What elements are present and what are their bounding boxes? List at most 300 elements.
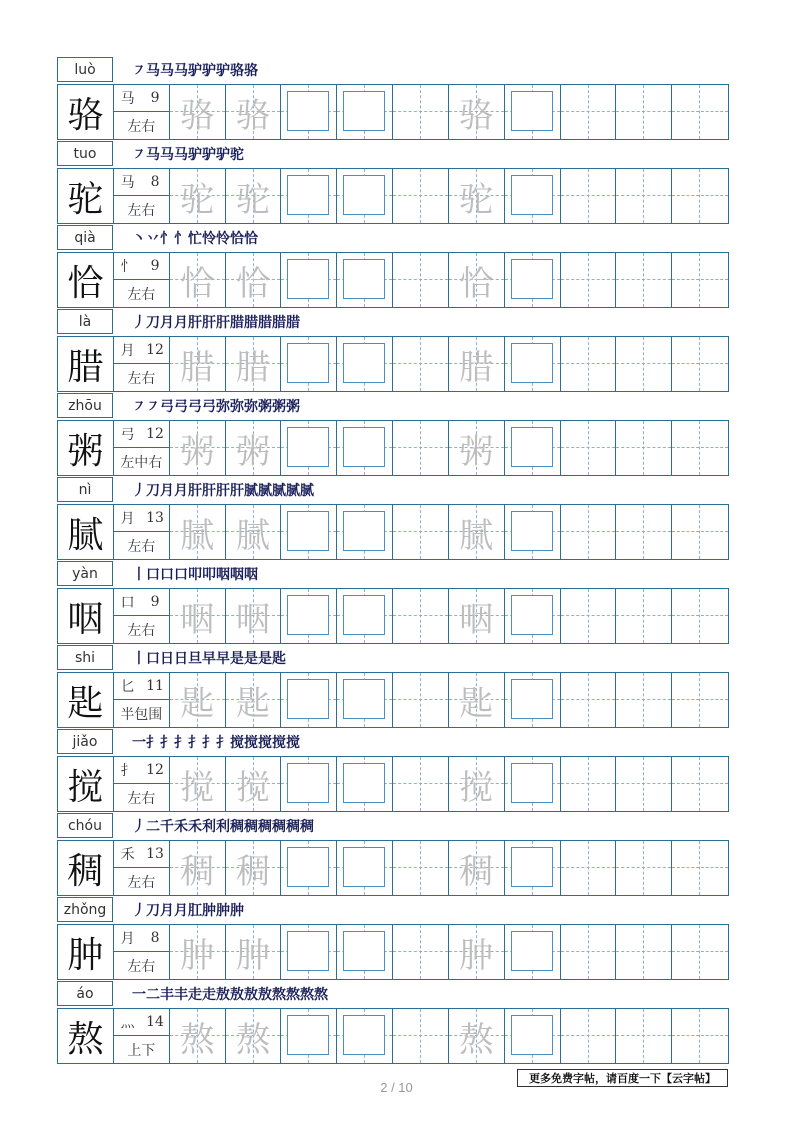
guide-line	[588, 337, 589, 391]
trace-character: 粥	[459, 431, 494, 472]
writing-cell[interactable]	[561, 169, 617, 223]
trace-character: 恰	[236, 263, 271, 304]
trace-character: 腻	[180, 515, 215, 556]
writing-cell[interactable]	[170, 85, 226, 139]
character-block	[57, 392, 729, 476]
stroke-step: 月	[160, 483, 173, 499]
writing-cell[interactable]	[672, 253, 728, 307]
stroke-step: 弓	[174, 399, 187, 415]
writing-cell[interactable]	[449, 253, 505, 307]
guide-line	[616, 867, 671, 868]
guide-line	[616, 531, 671, 532]
stroke-step: 禾	[174, 819, 187, 835]
practice-box	[287, 91, 329, 131]
writing-cell[interactable]	[616, 589, 672, 643]
writing-cell[interactable]	[226, 673, 282, 727]
writing-cell[interactable]	[226, 1009, 282, 1063]
stroke-step: 匙	[272, 651, 285, 667]
writing-cell[interactable]	[561, 421, 617, 475]
trace-character: 骆	[180, 95, 215, 136]
writing-cell[interactable]	[505, 1009, 561, 1063]
stroke-step: 搅	[244, 735, 257, 751]
writing-cell[interactable]	[672, 337, 728, 391]
writing-cell[interactable]	[561, 253, 617, 307]
stroke-step: 二	[146, 819, 159, 835]
structure: 左右	[127, 790, 156, 807]
writing-cell[interactable]	[616, 169, 672, 223]
writing-cell[interactable]	[616, 925, 672, 979]
practice-box	[343, 679, 385, 719]
writing-cell[interactable]	[281, 757, 337, 811]
stroke-step: 稠	[300, 819, 313, 835]
writing-cell[interactable]	[281, 589, 337, 643]
pinyin-label: chóu	[57, 813, 113, 838]
writing-cell[interactable]	[505, 757, 561, 811]
writing-cell[interactable]	[170, 253, 226, 307]
guide-line	[420, 1009, 421, 1063]
writing-cell[interactable]	[393, 1009, 449, 1063]
practice-box	[511, 679, 553, 719]
character-block	[57, 896, 729, 980]
guide-line	[699, 421, 700, 475]
writing-cell[interactable]	[449, 421, 505, 475]
trace-character: 匙	[180, 683, 215, 724]
writing-cell[interactable]	[449, 169, 505, 223]
stroke-step: 咽	[216, 567, 229, 583]
character-info	[114, 85, 170, 139]
writing-cell[interactable]	[337, 421, 393, 475]
writing-cell[interactable]	[672, 673, 728, 727]
practice-box	[511, 847, 553, 887]
stroke-step: 腻	[300, 483, 313, 499]
stroke-step: 走	[188, 987, 201, 1003]
character-info	[114, 169, 170, 223]
writing-cell[interactable]	[449, 85, 505, 139]
character-block	[57, 644, 729, 728]
writing-cell[interactable]	[170, 925, 226, 979]
trace-character: 粥	[236, 431, 271, 472]
writing-cell[interactable]	[505, 925, 561, 979]
writing-cell[interactable]	[449, 1009, 505, 1063]
stroke-step: 驴	[216, 147, 229, 163]
guide-line	[672, 699, 728, 700]
stroke-order	[132, 564, 258, 586]
practice-row	[57, 84, 729, 140]
practice-row	[57, 840, 729, 896]
guide-line	[699, 841, 700, 895]
practice-box	[511, 595, 553, 635]
stroke-step: 忄	[160, 231, 173, 247]
character-block	[57, 224, 729, 308]
character-info	[114, 841, 170, 895]
writing-cell[interactable]	[505, 85, 561, 139]
practice-box	[287, 595, 329, 635]
trace-character: 驼	[459, 179, 494, 220]
stroke-step: 肛	[188, 903, 201, 919]
character-block	[57, 56, 729, 140]
pinyin-label: yàn	[57, 561, 113, 586]
stroke-step: 驴	[202, 63, 215, 79]
guide-line	[616, 1035, 671, 1036]
practice-box	[287, 847, 329, 887]
writing-cell[interactable]	[561, 589, 617, 643]
writing-cell[interactable]	[505, 421, 561, 475]
character-block	[57, 980, 729, 1064]
character-info	[114, 673, 170, 727]
pinyin-label: qià	[57, 225, 113, 250]
writing-cell[interactable]	[281, 169, 337, 223]
practice-box	[287, 511, 329, 551]
practice-box	[287, 427, 329, 467]
trace-character: 稠	[236, 851, 271, 892]
guide-line	[393, 699, 448, 700]
stroke-count: 13	[146, 510, 164, 526]
writing-cell[interactable]	[170, 169, 226, 223]
writing-cell[interactable]	[393, 421, 449, 475]
guide-line	[393, 867, 448, 868]
writing-cell[interactable]	[337, 85, 393, 139]
guide-line	[699, 505, 700, 559]
stroke-step: 腊	[230, 315, 243, 331]
writing-cell[interactable]	[449, 337, 505, 391]
character-info	[114, 337, 170, 391]
practice-sheet	[57, 56, 729, 1064]
stroke-step: 肿	[216, 903, 229, 919]
practice-box	[343, 511, 385, 551]
writing-cell[interactable]	[449, 925, 505, 979]
stroke-count: 9	[150, 258, 160, 274]
stroke-order	[132, 648, 286, 670]
stroke-step: 稠	[244, 819, 257, 835]
writing-cell[interactable]	[170, 505, 226, 559]
guide-line	[699, 337, 700, 391]
writing-cell[interactable]	[281, 925, 337, 979]
stroke-step: 恰	[244, 231, 257, 247]
radical: 马	[120, 175, 135, 191]
stroke-step: 驴	[188, 63, 201, 79]
guide-line	[561, 363, 616, 364]
character-info	[114, 757, 170, 811]
writing-cell[interactable]	[226, 337, 282, 391]
writing-cell[interactable]	[226, 253, 282, 307]
writing-cell[interactable]	[561, 757, 617, 811]
stroke-step: 扌	[216, 735, 229, 751]
guide-line	[616, 195, 671, 196]
guide-line	[420, 421, 421, 475]
guide-line	[588, 1009, 589, 1063]
trace-character: 腻	[236, 515, 271, 556]
stroke-step: 弓	[188, 399, 201, 415]
writing-cell[interactable]	[449, 505, 505, 559]
writing-cell[interactable]	[672, 1009, 728, 1063]
stroke-step: 丿	[132, 819, 145, 835]
writing-cell[interactable]	[226, 169, 282, 223]
writing-cell[interactable]	[616, 421, 672, 475]
writing-cell[interactable]	[337, 841, 393, 895]
writing-cell[interactable]	[170, 589, 226, 643]
writing-cell[interactable]	[561, 505, 617, 559]
writing-cell[interactable]	[449, 589, 505, 643]
stroke-step: ㇇	[132, 147, 145, 163]
radical: 禾	[120, 847, 135, 863]
trace-character: 咽	[180, 599, 215, 640]
writing-cell[interactable]	[393, 169, 449, 223]
stroke-step: 腊	[286, 315, 299, 331]
guide-line	[643, 337, 644, 391]
writing-cell[interactable]	[170, 1009, 226, 1063]
stroke-step: 禾	[188, 819, 201, 835]
writing-cell[interactable]	[449, 841, 505, 895]
guide-line	[588, 169, 589, 223]
stroke-step: 利	[216, 819, 229, 835]
stroke-step: 腊	[258, 315, 271, 331]
trace-character: 驼	[180, 179, 215, 220]
stroke-step: 忄	[174, 231, 187, 247]
trace-character: 咽	[236, 599, 271, 640]
writing-cell[interactable]	[505, 841, 561, 895]
writing-cell[interactable]	[616, 337, 672, 391]
guide-line	[672, 279, 728, 280]
stroke-step: 驴	[202, 147, 215, 163]
writing-cell[interactable]	[170, 841, 226, 895]
stroke-step: 丨	[132, 651, 145, 667]
trace-character: 驼	[236, 179, 271, 220]
character-block	[57, 476, 729, 560]
stroke-step: 一	[132, 987, 145, 1003]
writing-cell[interactable]	[393, 85, 449, 139]
writing-cell[interactable]	[616, 253, 672, 307]
stroke-step: 马	[174, 147, 187, 163]
writing-cell[interactable]	[281, 505, 337, 559]
stroke-step: 咽	[244, 567, 257, 583]
writing-cell[interactable]	[393, 841, 449, 895]
stroke-step: 肝	[202, 315, 215, 331]
writing-cell[interactable]	[337, 757, 393, 811]
writing-cell[interactable]	[337, 925, 393, 979]
guide-line	[588, 85, 589, 139]
stroke-step: 丿	[132, 483, 145, 499]
writing-cell[interactable]	[561, 841, 617, 895]
stroke-step: 粥	[272, 399, 285, 415]
practice-box	[343, 595, 385, 635]
writing-cell[interactable]	[672, 589, 728, 643]
writing-cell[interactable]	[226, 505, 282, 559]
trace-character: 恰	[459, 263, 494, 304]
writing-cell[interactable]	[170, 757, 226, 811]
model-character: 驼	[58, 169, 114, 223]
stroke-step: 弓	[160, 399, 173, 415]
writing-cell[interactable]	[616, 673, 672, 727]
writing-cell[interactable]	[281, 253, 337, 307]
stroke-step: 月	[174, 483, 187, 499]
writing-cell[interactable]	[505, 589, 561, 643]
writing-cell[interactable]	[449, 757, 505, 811]
stroke-step: 敖	[230, 987, 243, 1003]
guide-line	[420, 505, 421, 559]
model-character: 粥	[58, 421, 114, 475]
stroke-count: 8	[150, 930, 160, 946]
trace-character: 肿	[180, 935, 215, 976]
practice-box	[511, 175, 553, 215]
writing-cell[interactable]	[672, 505, 728, 559]
practice-box	[287, 175, 329, 215]
writing-cell[interactable]	[281, 337, 337, 391]
writing-cell[interactable]	[393, 337, 449, 391]
radical: 月	[120, 343, 135, 359]
stroke-step: 口	[174, 567, 187, 583]
stroke-count: 13	[146, 846, 164, 862]
structure: 左右	[127, 622, 156, 639]
trace-character: 咽	[459, 599, 494, 640]
writing-cell[interactable]	[561, 925, 617, 979]
radical: 忄	[120, 259, 135, 275]
practice-box	[511, 343, 553, 383]
writing-cell[interactable]	[281, 85, 337, 139]
writing-cell[interactable]	[226, 85, 282, 139]
writing-cell[interactable]	[393, 589, 449, 643]
guide-line	[393, 447, 448, 448]
writing-cell[interactable]	[226, 421, 282, 475]
footer-note: 更多免费字帖，请百度一下【云字帖】	[517, 1069, 728, 1087]
writing-cell[interactable]	[616, 841, 672, 895]
writing-cell[interactable]	[505, 169, 561, 223]
writing-cell[interactable]	[337, 673, 393, 727]
stroke-step: 驴	[216, 63, 229, 79]
stroke-step: 怜	[216, 231, 229, 247]
practice-box	[511, 931, 553, 971]
writing-cell[interactable]	[170, 337, 226, 391]
guide-line	[561, 699, 616, 700]
guide-line	[561, 279, 616, 280]
writing-cell[interactable]	[226, 757, 282, 811]
guide-line	[672, 531, 728, 532]
guide-line	[393, 1035, 448, 1036]
stroke-step: 敖	[244, 987, 257, 1003]
writing-cell[interactable]	[281, 1009, 337, 1063]
stroke-step: 肝	[188, 483, 201, 499]
practice-box	[343, 343, 385, 383]
writing-cell[interactable]	[672, 925, 728, 979]
writing-cell[interactable]	[281, 421, 337, 475]
stroke-step: 恰	[230, 231, 243, 247]
trace-character: 搅	[459, 767, 494, 808]
writing-cell[interactable]	[449, 673, 505, 727]
writing-cell[interactable]	[672, 169, 728, 223]
stroke-step: 肿	[230, 903, 243, 919]
guide-line	[699, 589, 700, 643]
writing-cell[interactable]	[616, 85, 672, 139]
writing-cell[interactable]	[616, 757, 672, 811]
writing-cell[interactable]	[393, 673, 449, 727]
stroke-step: 日	[174, 651, 187, 667]
stroke-step: 刀	[146, 315, 159, 331]
guide-line	[393, 783, 448, 784]
writing-cell[interactable]	[393, 505, 449, 559]
writing-cell[interactable]	[561, 673, 617, 727]
writing-cell[interactable]	[505, 505, 561, 559]
guide-line	[561, 195, 616, 196]
radical: 月	[120, 511, 135, 527]
stroke-step: 腻	[286, 483, 299, 499]
radical: 月	[120, 931, 135, 947]
stroke-step: 弥	[216, 399, 229, 415]
stroke-step: 粥	[258, 399, 271, 415]
writing-cell[interactable]	[337, 169, 393, 223]
writing-cell[interactable]	[226, 589, 282, 643]
trace-character: 腻	[459, 515, 494, 556]
writing-cell[interactable]	[505, 337, 561, 391]
stroke-step: 腻	[258, 483, 271, 499]
guide-line	[561, 783, 616, 784]
practice-box	[511, 259, 553, 299]
writing-cell[interactable]	[672, 421, 728, 475]
writing-cell[interactable]	[393, 253, 449, 307]
stroke-step: 敖	[258, 987, 271, 1003]
writing-cell[interactable]	[616, 505, 672, 559]
stroke-step: 二	[146, 987, 159, 1003]
trace-character: 熬	[236, 1019, 271, 1060]
trace-character: 腊	[180, 347, 215, 388]
guide-line	[420, 925, 421, 979]
writing-cell[interactable]	[561, 337, 617, 391]
stroke-count: 12	[146, 762, 164, 778]
structure: 左右	[127, 874, 156, 891]
stroke-step: 肝	[216, 315, 229, 331]
guide-line	[672, 111, 728, 112]
writing-cell[interactable]	[505, 253, 561, 307]
stroke-step: 肝	[202, 483, 215, 499]
writing-cell[interactable]	[393, 757, 449, 811]
writing-cell[interactable]	[672, 841, 728, 895]
writing-cell[interactable]	[281, 841, 337, 895]
writing-cell[interactable]	[672, 757, 728, 811]
stroke-step: 腻	[272, 483, 285, 499]
stroke-step: 熬	[314, 987, 327, 1003]
writing-cell[interactable]	[505, 673, 561, 727]
guide-line	[643, 757, 644, 811]
stroke-step: 驴	[188, 147, 201, 163]
stroke-step: 走	[202, 987, 215, 1003]
writing-cell[interactable]	[616, 1009, 672, 1063]
writing-cell[interactable]	[393, 925, 449, 979]
writing-cell[interactable]	[337, 589, 393, 643]
guide-line	[616, 363, 671, 364]
writing-cell[interactable]	[226, 841, 282, 895]
character-block	[57, 140, 729, 224]
writing-cell[interactable]	[561, 1009, 617, 1063]
writing-cell[interactable]	[170, 421, 226, 475]
writing-cell[interactable]	[281, 673, 337, 727]
writing-cell[interactable]	[561, 85, 617, 139]
trace-character: 搅	[236, 767, 271, 808]
practice-box	[287, 259, 329, 299]
stroke-step: 弓	[202, 399, 215, 415]
writing-cell[interactable]	[337, 337, 393, 391]
writing-cell[interactable]	[337, 253, 393, 307]
trace-character: 搅	[180, 767, 215, 808]
model-character: 稠	[58, 841, 114, 895]
model-character: 匙	[58, 673, 114, 727]
model-character: 腊	[58, 337, 114, 391]
writing-cell[interactable]	[170, 673, 226, 727]
writing-cell[interactable]	[226, 925, 282, 979]
writing-cell[interactable]	[337, 1009, 393, 1063]
writing-cell[interactable]	[672, 85, 728, 139]
writing-cell[interactable]	[337, 505, 393, 559]
stroke-step: 熬	[286, 987, 299, 1003]
guide-line	[588, 673, 589, 727]
guide-line	[616, 615, 671, 616]
